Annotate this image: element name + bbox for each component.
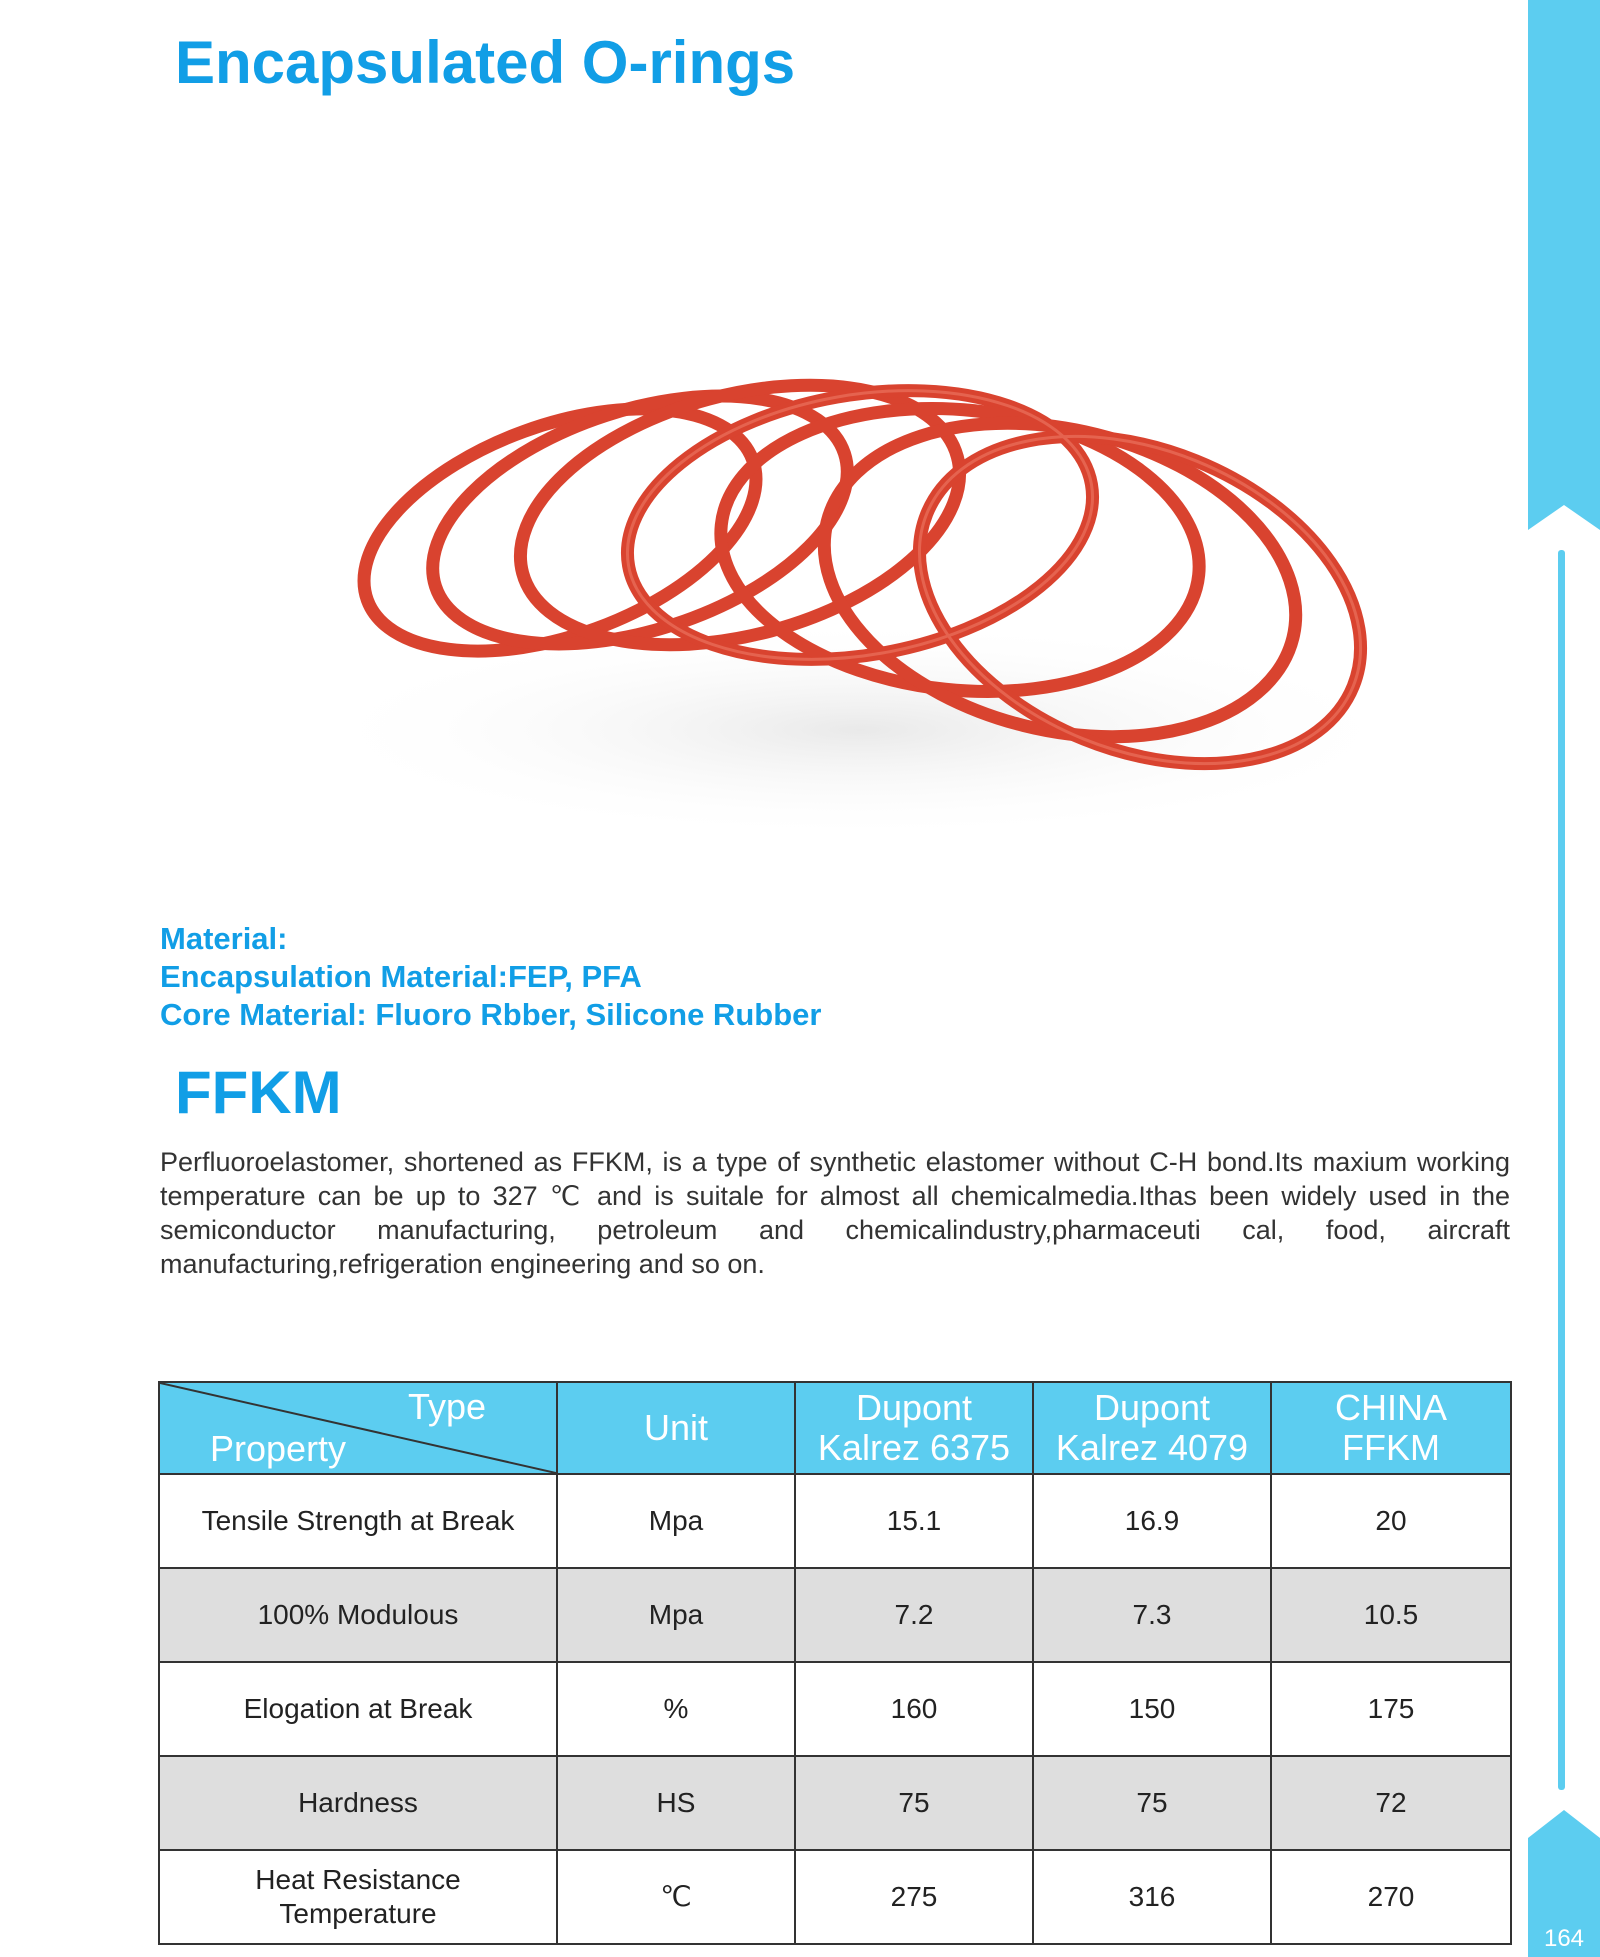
header-china-ffkm-line1: CHINA — [1334, 1387, 1447, 1428]
row-value-kalrez-6375: 15.1 — [795, 1474, 1033, 1568]
encapsulation-material: Encapsulation Material:FEP, PFA — [160, 959, 642, 994]
row-value-kalrez-4079: 150 — [1033, 1662, 1271, 1756]
table-header-row — [159, 1382, 1511, 1474]
row-unit: Mpa — [557, 1474, 795, 1568]
row-value-kalrez-4079: 316 — [1033, 1850, 1271, 1944]
header-type-property — [159, 1382, 557, 1474]
row-unit: HS — [557, 1756, 795, 1850]
header-kalrez-6375-line1: Dupont — [855, 1387, 973, 1428]
row-value-kalrez-4079: 75 — [1033, 1756, 1271, 1850]
row-property-line1: Heat Resistance — [255, 1864, 461, 1895]
core-material: Core Material: Fluoro Rbber, Silicone Rubber — [160, 997, 822, 1032]
page-number: 164 — [1543, 1925, 1585, 1952]
table-row — [159, 1662, 1511, 1756]
row-value-kalrez-4079: 7.3 — [1033, 1568, 1271, 1662]
table-row — [159, 1568, 1511, 1662]
orings-photo — [300, 300, 1450, 860]
row-property: Hardness — [159, 1756, 557, 1850]
row-property-line2: Temperature — [279, 1898, 437, 1929]
row-property: Elogation at Break — [159, 1662, 557, 1756]
table-row — [159, 1756, 1511, 1850]
header-property: Property — [210, 1428, 347, 1469]
spec-table — [158, 1381, 1512, 1945]
row-property — [159, 1850, 557, 1944]
header-type: Type — [407, 1386, 486, 1427]
row-value-kalrez-6375: 275 — [795, 1850, 1033, 1944]
material-info — [160, 920, 821, 1034]
row-value-china-ffkm: 270 — [1271, 1850, 1511, 1944]
row-unit: ℃ — [557, 1850, 795, 1944]
material-label: Material: — [160, 921, 288, 956]
row-property: 100% Modulous — [159, 1568, 557, 1662]
row-value-china-ffkm: 72 — [1271, 1756, 1511, 1850]
row-value-kalrez-4079: 16.9 — [1033, 1474, 1271, 1568]
page-title: Encapsulated O-rings — [175, 29, 796, 96]
row-value-kalrez-6375: 75 — [795, 1756, 1033, 1850]
header-unit: Unit — [557, 1382, 795, 1474]
row-value-kalrez-6375: 7.2 — [795, 1568, 1033, 1662]
row-value-kalrez-6375: 160 — [795, 1662, 1033, 1756]
ffkm-description: Perfluoroelastomer, shortened as FFKM, is a type of synthetic elastomer without C-H bond.Its maxium working temperature can be up to 327 ℃ and is suitale for almost all chemicalmedia.Ithas been widely used in the semiconductor manufacturing, petroleum and chemicalindustry,pharmaceuti cal, food, aircraft manufacturing,refrigeration engineering and so on. — [160, 1147, 1510, 1279]
row-value-china-ffkm: 10.5 — [1271, 1568, 1511, 1662]
ffkm-title: FFKM — [175, 1059, 342, 1126]
row-unit: % — [557, 1662, 795, 1756]
header-kalrez-4079-line2: Kalrez 4079 — [1055, 1427, 1249, 1468]
row-value-china-ffkm: 175 — [1271, 1662, 1511, 1756]
header-china-ffkm — [1271, 1382, 1511, 1474]
side-line — [1558, 550, 1565, 1790]
row-unit: Mpa — [557, 1568, 795, 1662]
row-property: Tensile Strength at Break — [159, 1474, 557, 1568]
table-row — [159, 1850, 1511, 1944]
row-value-china-ffkm: 20 — [1271, 1474, 1511, 1568]
header-kalrez-4079 — [1033, 1382, 1271, 1474]
table-row — [159, 1474, 1511, 1568]
side-strip-top — [1528, 0, 1600, 530]
header-kalrez-6375-line2: Kalrez 6375 — [817, 1427, 1011, 1468]
header-kalrez-6375 — [795, 1382, 1033, 1474]
header-china-ffkm-line2: FFKM — [1342, 1427, 1440, 1468]
header-kalrez-4079-line1: Dupont — [1093, 1387, 1211, 1428]
